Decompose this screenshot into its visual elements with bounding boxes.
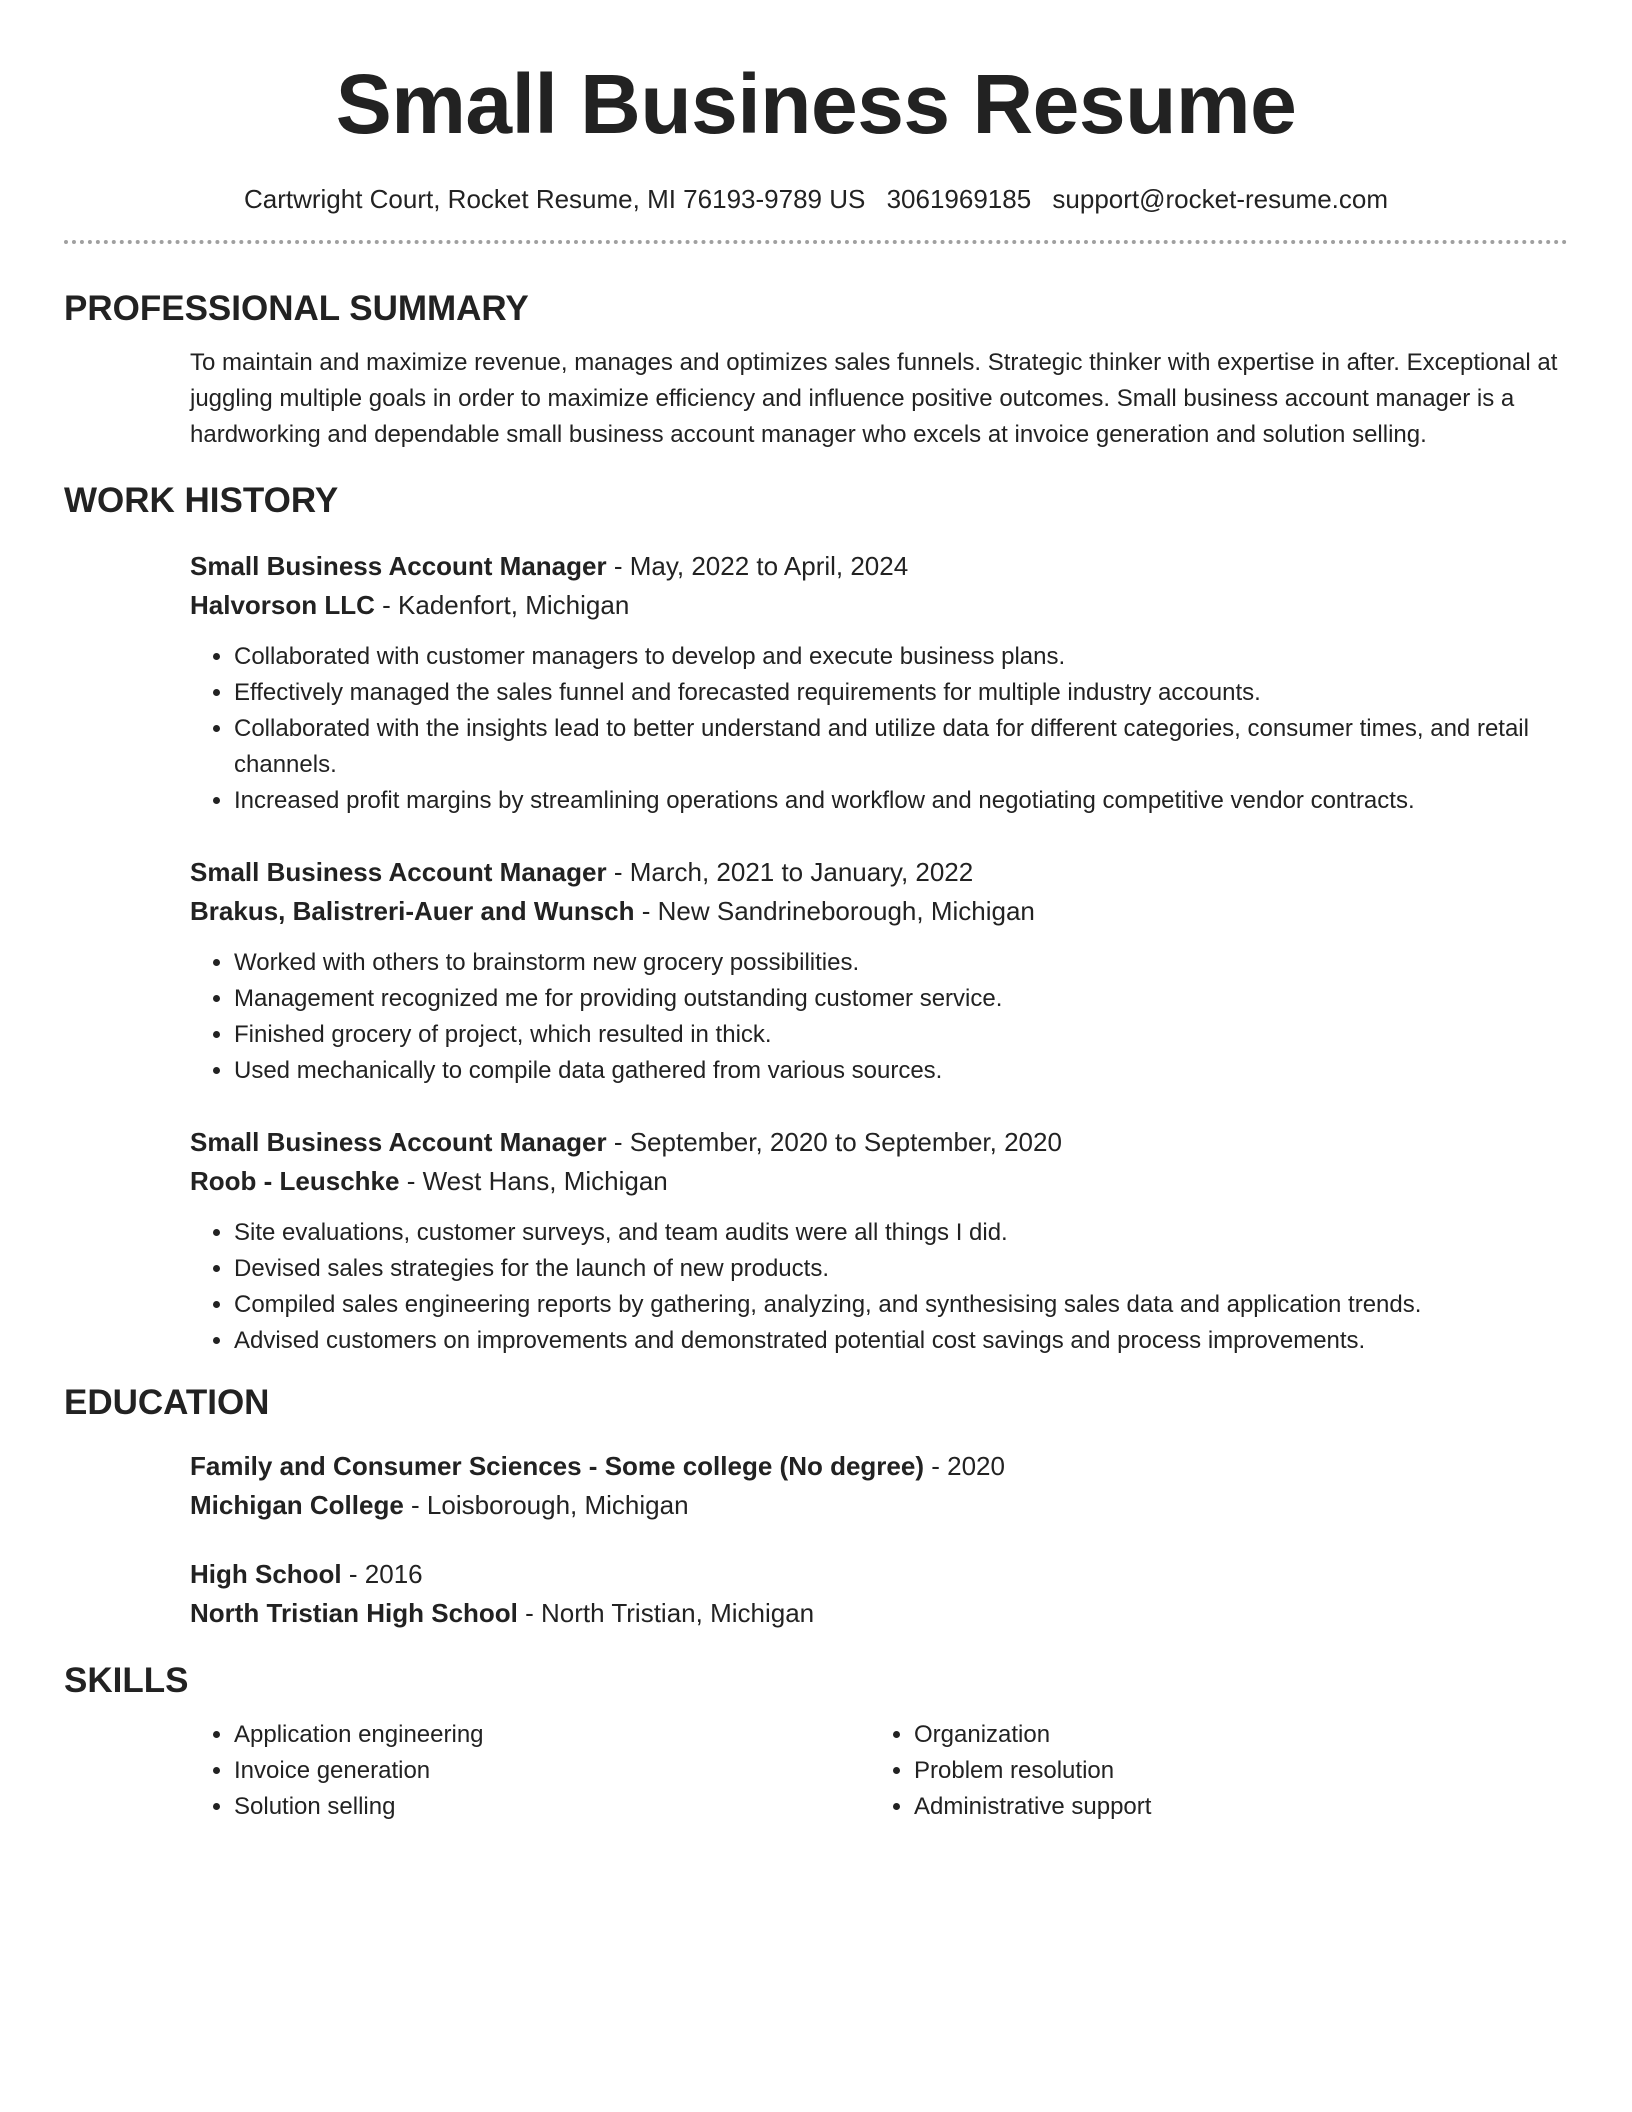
header-divider	[64, 240, 1568, 244]
school-location: - North Tristian, Michigan	[517, 1598, 815, 1628]
contact-phone: 3061969185	[886, 184, 1032, 214]
job-company-line	[190, 586, 1568, 625]
education-entry	[190, 1447, 1568, 1525]
list-item: • Increased profit margins by streamlining operations and workflow and negotiating competitive vendor contracts.	[234, 783, 1568, 819]
job-company: Brakus, Balistreri-Auer and Wunsch	[190, 896, 635, 926]
job-location: - New Sandrineborough, Michigan	[634, 896, 1035, 926]
job-title: Small Business Account Manager	[190, 1127, 607, 1157]
job-entry	[190, 547, 1568, 819]
job-bullets	[190, 1215, 1568, 1359]
degree-name: High School	[190, 1559, 342, 1589]
list-item: • Worked with others to brainstorm new grocery possibilities.	[234, 945, 1568, 981]
education-section	[64, 1447, 1568, 1633]
contact-address: Cartwright Court, Rocket Resume, MI 76193-9789 US	[243, 184, 866, 214]
list-item: • Effectively managed the sales funnel and forecasted requirements for multiple industry accounts.	[234, 675, 1568, 711]
job-company: Halvorson LLC	[190, 590, 375, 620]
resume-page	[64, 0, 1568, 1825]
degree-year: - 2016	[341, 1559, 423, 1589]
degree-line	[190, 1447, 1568, 1486]
job-title-line	[190, 547, 1568, 586]
job-location: - Kadenfort, Michigan	[374, 590, 630, 620]
skill-item: • Invoice generation	[234, 1753, 870, 1789]
skill-item: • Administrative support	[914, 1789, 1550, 1825]
skills-list-right	[870, 1717, 1550, 1825]
education-entry	[190, 1555, 1568, 1633]
education-heading: EDUCATION	[64, 1383, 270, 1422]
list-item: • Compiled sales engineering reports by gathering, analyzing, and synthesising sales data and application trends.	[234, 1287, 1568, 1323]
list-item: • Site evaluations, customer surveys, and team audits were all things I did.	[234, 1215, 1568, 1251]
school-name: Michigan College	[190, 1490, 404, 1520]
job-company-line	[190, 892, 1568, 931]
skills-heading: SKILLS	[64, 1661, 189, 1700]
list-item: • Management recognized me for providing outstanding customer service.	[234, 981, 1568, 1017]
degree-name: Family and Consumer Sciences - Some college (No degree)	[190, 1451, 924, 1481]
work-history-heading: WORK HISTORY	[64, 481, 339, 520]
skill-item: • Application engineering	[234, 1717, 870, 1753]
summary-section	[64, 345, 1568, 453]
degree-year: - 2020	[924, 1451, 1005, 1481]
job-bullets	[190, 945, 1568, 1089]
skills-grid	[190, 1717, 1568, 1825]
job-dates: - September, 2020 to September, 2020	[606, 1127, 1062, 1157]
list-item: • Used mechanically to compile data gathered from various sources.	[234, 1053, 1568, 1089]
list-item: • Collaborated with customer managers to develop and execute business plans.	[234, 639, 1568, 675]
list-item: • Advised customers on improvements and demonstrated potential cost savings and process improvements.	[234, 1323, 1568, 1359]
job-bullets	[190, 639, 1568, 819]
job-entry	[190, 1123, 1568, 1359]
job-dates: - March, 2021 to January, 2022	[606, 857, 974, 887]
contact-line	[64, 184, 1568, 214]
job-title-line	[190, 853, 1568, 892]
resume-title: Small Business Resume	[335, 57, 1297, 151]
job-location: - West Hans, Michigan	[399, 1166, 668, 1196]
job-company: Roob - Leuschke	[190, 1166, 400, 1196]
school-name: North Tristian High School	[190, 1598, 518, 1628]
job-dates: - May, 2022 to April, 2024	[606, 551, 909, 581]
job-title: Small Business Account Manager	[190, 551, 607, 581]
school-line	[190, 1594, 1568, 1633]
job-company-line	[190, 1162, 1568, 1201]
skills-list-left	[190, 1717, 870, 1825]
list-item: • Devised sales strategies for the launch of new products.	[234, 1251, 1568, 1287]
skill-item: • Organization	[914, 1717, 1550, 1753]
job-title-line	[190, 1123, 1568, 1162]
degree-line	[190, 1555, 1568, 1594]
list-item: • Collaborated with the insights lead to better understand and utilize data for different categories, consumer times, and retail channels.	[234, 711, 1568, 783]
school-line	[190, 1486, 1568, 1525]
skill-item: • Solution selling	[234, 1789, 870, 1825]
skills-section	[64, 1717, 1568, 1825]
work-history-section	[64, 547, 1568, 1359]
job-entry	[190, 853, 1568, 1089]
summary-text: To maintain and maximize revenue, manages and optimizes sales funnels. Strategic thinker with expertise in after. Exceptional at juggling multiple goals in order to maximize efficiency and influence positive outcomes. Small business account manager is a hardworking and dependable small business account manager who excels at invoice generation and solution selling.	[190, 349, 1558, 448]
list-item: • Finished grocery of project, which resulted in thick.	[234, 1017, 1568, 1053]
school-location: - Loisborough, Michigan	[403, 1490, 689, 1520]
skill-item: • Problem resolution	[914, 1753, 1550, 1789]
summary-heading: PROFESSIONAL SUMMARY	[64, 289, 529, 328]
skills-column-left	[190, 1717, 870, 1825]
job-title: Small Business Account Manager	[190, 857, 607, 887]
contact-email: support@rocket-resume.com	[1052, 184, 1389, 214]
skills-column-right	[870, 1717, 1550, 1825]
